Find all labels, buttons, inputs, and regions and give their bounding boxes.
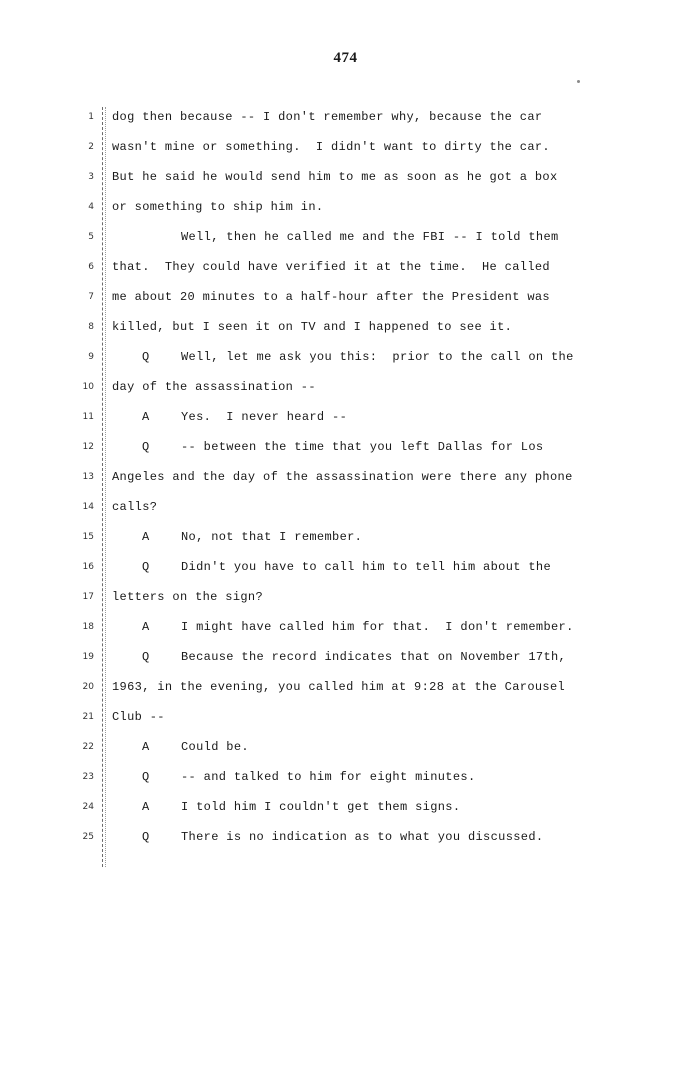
line-number: 5 xyxy=(88,232,94,242)
line-number: 22 xyxy=(82,742,94,752)
line-number: 10 xyxy=(82,382,94,392)
transcript-line: Yes. I never heard -- xyxy=(181,410,348,424)
speaker-label: Q xyxy=(142,560,150,574)
transcript-line: Well, let me ask you this: prior to the call on the xyxy=(181,350,574,364)
transcript-line: No, not that I remember. xyxy=(181,530,363,544)
transcript-line: But he said he would send him to me as soon as he got a box xyxy=(112,170,558,184)
line-number: 15 xyxy=(82,532,94,542)
line-number: 18 xyxy=(82,622,94,632)
line-number: 16 xyxy=(82,562,94,572)
transcript-line: 1963, in the evening, you called him at 9:28 at the Carousel xyxy=(112,680,566,694)
transcript-line: -- and talked to him for eight minutes. xyxy=(181,770,476,784)
transcript-line: Angeles and the day of the assassination were there any phone xyxy=(112,470,573,484)
transcript-line: dog then because -- I don't remember why, because the car xyxy=(112,110,543,124)
speaker-label: A xyxy=(142,620,150,634)
transcript-line: that. They could have verified it at the time. He called xyxy=(112,260,550,274)
speaker-label: Q xyxy=(142,650,150,664)
line-number: 13 xyxy=(82,472,94,482)
line-number: 21 xyxy=(82,712,94,722)
speaker-label: A xyxy=(142,410,150,424)
transcript-line: calls? xyxy=(112,500,158,514)
line-number: 12 xyxy=(82,442,94,452)
line-number: 1 xyxy=(88,112,94,122)
speaker-label: Q xyxy=(142,830,150,844)
line-number: 25 xyxy=(82,832,94,842)
transcript-line: There is no indication as to what you discussed. xyxy=(181,830,544,844)
corner-mark xyxy=(577,80,580,83)
transcript-line: Didn't you have to call him to tell him about the xyxy=(181,560,552,574)
transcript-line: Could be. xyxy=(181,740,249,754)
transcript-line: Club -- xyxy=(112,710,165,724)
line-number: 2 xyxy=(88,142,94,152)
speaker-label: Q xyxy=(142,350,150,364)
line-number: 4 xyxy=(88,202,94,212)
transcript-line: I told him I couldn't get them signs. xyxy=(181,800,461,814)
line-number: 14 xyxy=(82,502,94,512)
transcript-line: I might have called him for that. I don't remember. xyxy=(181,620,574,634)
margin-rule-secondary xyxy=(105,107,106,867)
line-number: 6 xyxy=(88,262,94,272)
line-number: 20 xyxy=(82,682,94,692)
speaker-label: A xyxy=(142,800,150,814)
line-number: 17 xyxy=(82,592,94,602)
transcript-line: letters on the sign? xyxy=(112,590,264,604)
transcript-line: or something to ship him in. xyxy=(112,200,324,214)
margin-rule xyxy=(102,107,103,867)
line-number: 9 xyxy=(88,352,94,362)
speaker-label: Q xyxy=(142,440,150,454)
line-number: 24 xyxy=(82,802,94,812)
line-number: 19 xyxy=(82,652,94,662)
transcript-line: Because the record indicates that on November 17th, xyxy=(181,650,567,664)
transcript-line: wasn't mine or something. I didn't want to dirty the car. xyxy=(112,140,550,154)
page-number: 474 xyxy=(333,50,358,66)
transcript-line: killed, but I seen it on TV and I happened to see it. xyxy=(112,320,513,334)
line-number: 7 xyxy=(88,292,94,302)
line-number: 8 xyxy=(88,322,94,332)
transcript-line: -- between the time that you left Dallas for Los xyxy=(181,440,544,454)
speaker-label: A xyxy=(142,740,150,754)
speaker-label: A xyxy=(142,530,150,544)
speaker-label: Q xyxy=(142,770,150,784)
transcript-line: day of the assassination -- xyxy=(112,380,316,394)
line-number: 23 xyxy=(82,772,94,782)
transcript-line: me about 20 minutes to a half-hour after the President was xyxy=(112,290,550,304)
line-number: 11 xyxy=(82,412,94,422)
line-number: 3 xyxy=(88,172,94,182)
transcript-line: Well, then he called me and the FBI -- I told them xyxy=(181,230,559,244)
